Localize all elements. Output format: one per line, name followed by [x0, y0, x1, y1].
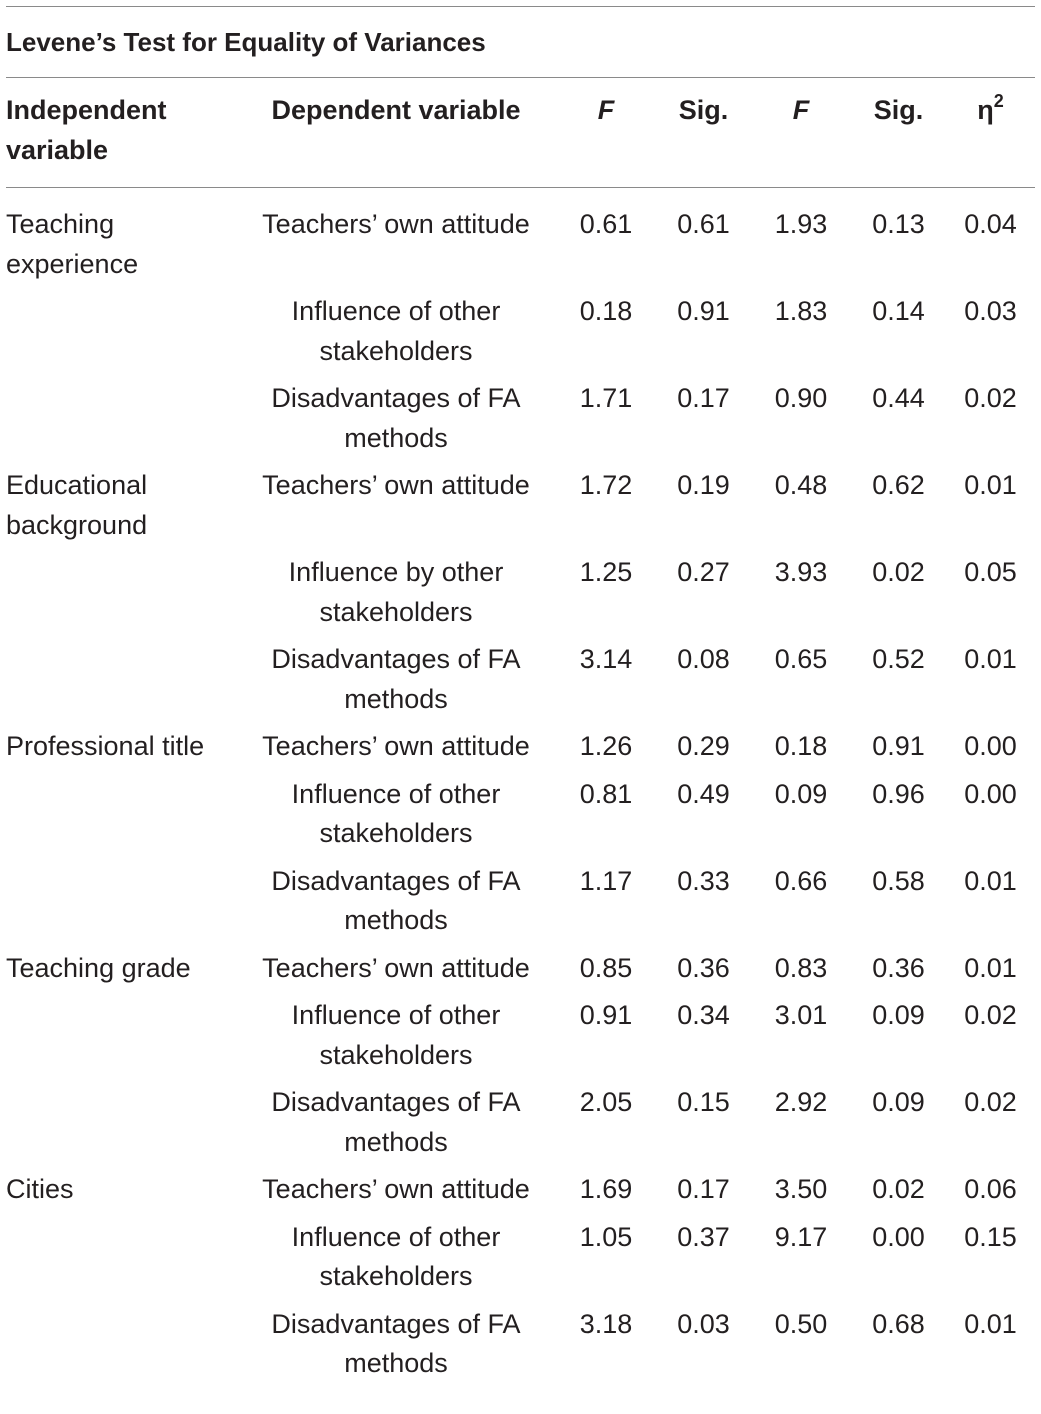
sig-anova-cell: 0.44: [872, 383, 925, 413]
independent-variable-cell: [6, 862, 236, 949]
f-levene-cell: 3.18: [579, 1308, 633, 1339]
table-row: [6, 553, 1035, 640]
f-levene-cell: 1.72: [579, 470, 633, 500]
f-anova-cell: 3.01: [774, 1000, 828, 1030]
eta-squared-cell: 0.06: [964, 1174, 1017, 1204]
f-anova-cell: 1.83: [774, 296, 828, 326]
eta-squared-cell: 0.04: [964, 209, 1017, 239]
eta-squared-cell: 0.15: [964, 1221, 1017, 1252]
independent-variable-cell: Teaching grade: [6, 952, 191, 983]
sig-anova-cell: 0.09: [872, 1087, 925, 1117]
eta-squared-cell: 0.01: [964, 952, 1017, 983]
header-f-anova: F: [792, 95, 810, 125]
eta-superscript: 2: [993, 91, 1004, 111]
f-anova-cell: 1.93: [774, 209, 828, 239]
f-anova-cell: 0.09: [774, 778, 828, 809]
sig-levene-cell: 0.91: [677, 296, 730, 326]
eta-squared-cell: 0.01: [964, 865, 1017, 896]
f-anova-cell: 2.92: [774, 1087, 828, 1117]
sig-anova-cell: 0.36: [872, 952, 925, 983]
dependent-variable-cell: Disadvantages of FA methods: [271, 1087, 521, 1157]
independent-variable-cell: [6, 996, 236, 1083]
eta-symbol: η: [977, 95, 994, 125]
table-row: [6, 727, 1035, 775]
sig-anova-cell: 0.14: [872, 296, 925, 326]
sig-levene-cell: 0.17: [677, 1174, 730, 1204]
table-row: [6, 775, 1035, 862]
dependent-variable-cell: Teachers’ own attitude: [262, 1174, 530, 1204]
dependent-variable-cell: Disadvantages of FA methods: [271, 865, 521, 935]
header-sig-levene: Sig.: [678, 95, 729, 125]
eta-squared-cell: 0.01: [964, 470, 1017, 500]
sig-levene-cell: 0.03: [677, 1308, 730, 1339]
f-levene-cell: 0.18: [579, 296, 633, 326]
sig-anova-cell: 0.52: [872, 644, 925, 674]
f-anova-cell: 0.18: [774, 731, 828, 761]
table-row: [6, 1170, 1035, 1218]
f-anova-cell: 0.83: [774, 952, 828, 983]
dependent-variable-cell: Influence of other stakeholders: [291, 1000, 501, 1070]
eta-squared-cell: 0.03: [964, 296, 1017, 326]
f-anova-cell: 0.90: [774, 383, 828, 413]
dependent-variable-cell: Influence by other stakeholders: [288, 557, 504, 627]
sig-anova-cell: 0.96: [872, 778, 925, 809]
table-row: [6, 1305, 1035, 1392]
header-independent-variable: Independent variable: [6, 95, 167, 165]
sig-anova-cell: 0.91: [872, 731, 925, 761]
independent-variable-cell: Educational background: [6, 470, 148, 540]
f-levene-cell: 1.17: [579, 865, 633, 896]
sig-anova-cell: 0.13: [872, 209, 925, 239]
f-anova-cell: 9.17: [774, 1221, 828, 1252]
independent-variable-cell: [6, 292, 236, 379]
f-anova-cell: 3.50: [774, 1174, 828, 1204]
eta-squared-cell: 0.01: [964, 644, 1017, 674]
sig-levene-cell: 0.33: [677, 865, 730, 896]
eta-squared-cell: 0.05: [964, 557, 1017, 587]
f-levene-cell: 3.14: [579, 644, 633, 674]
sig-anova-cell: 0.62: [872, 470, 925, 500]
table-body: [6, 187, 1035, 1392]
f-levene-cell: 0.91: [579, 1000, 633, 1030]
f-levene-cell: 0.81: [579, 778, 633, 809]
sig-levene-cell: 0.27: [677, 557, 730, 587]
independent-variable-cell: [6, 775, 236, 862]
sig-anova-cell: 0.02: [872, 557, 925, 587]
f-levene-cell: 0.61: [579, 209, 633, 239]
sig-anova-cell: 0.58: [872, 865, 925, 896]
eta-squared-cell: 0.01: [964, 1308, 1017, 1339]
header-sig-anova: Sig.: [873, 95, 924, 125]
dependent-variable-cell: Influence of other stakeholders: [291, 296, 501, 366]
table-row: [6, 292, 1035, 379]
independent-variable-cell: Cities: [6, 1174, 74, 1204]
table-row: [6, 949, 1035, 997]
f-levene-cell: 0.85: [579, 952, 633, 983]
results-table: [6, 90, 1035, 1392]
header-row: [6, 90, 1035, 187]
sig-anova-cell: 0.09: [872, 1000, 925, 1030]
f-anova-cell: 0.65: [774, 644, 828, 674]
sig-levene-cell: 0.15: [677, 1087, 730, 1117]
f-levene-cell: 1.71: [579, 383, 633, 413]
dependent-variable-cell: Teachers’ own attitude: [262, 952, 530, 983]
eta-squared-cell: 0.02: [964, 1087, 1017, 1117]
sig-levene-cell: 0.36: [677, 952, 730, 983]
dependent-variable-cell: Disadvantages of FA methods: [271, 644, 521, 714]
dependent-variable-cell: Disadvantages of FA methods: [271, 1308, 521, 1378]
dependent-variable-cell: Teachers’ own attitude: [262, 209, 530, 239]
f-levene-cell: 1.25: [579, 557, 633, 587]
dependent-variable-cell: Disadvantages of FA methods: [271, 383, 521, 453]
eta-squared-cell: 0.02: [964, 1000, 1017, 1030]
table-row: [6, 1083, 1035, 1170]
table-row: [6, 379, 1035, 466]
sig-levene-cell: 0.08: [677, 644, 730, 674]
table-row: [6, 1218, 1035, 1305]
caption-rule: [6, 77, 1035, 78]
f-anova-cell: 0.48: [774, 470, 828, 500]
header-f-levene: F: [597, 95, 615, 125]
independent-variable-cell: Teaching experience: [6, 209, 139, 279]
table-row: [6, 996, 1035, 1083]
top-rule: [6, 6, 1035, 7]
dependent-variable-cell: Teachers’ own attitude: [262, 731, 530, 761]
table-caption: Levene’s Test for Equality of Variances: [6, 27, 486, 57]
independent-variable-cell: [6, 1305, 236, 1392]
table-row: [6, 187, 1035, 292]
independent-variable-cell: Professional title: [6, 731, 205, 761]
header-eta-squared: [946, 90, 1035, 187]
f-anova-cell: 3.93: [774, 557, 828, 587]
sig-levene-cell: 0.37: [677, 1221, 730, 1252]
f-levene-cell: 2.05: [579, 1087, 633, 1117]
dependent-variable-cell: Influence of other stakeholders: [291, 778, 501, 848]
header-dependent-variable: Dependent variable: [271, 95, 521, 125]
f-levene-cell: 1.05: [579, 1221, 633, 1252]
sig-anova-cell: 0.00: [872, 1221, 925, 1252]
sig-anova-cell: 0.68: [872, 1308, 925, 1339]
independent-variable-cell: [6, 553, 236, 640]
eta-squared-cell: 0.02: [964, 383, 1017, 413]
table-row: [6, 640, 1035, 727]
sig-levene-cell: 0.19: [677, 470, 730, 500]
sig-anova-cell: 0.02: [872, 1174, 925, 1204]
sig-levene-cell: 0.34: [677, 1000, 730, 1030]
f-anova-cell: 0.66: [774, 865, 828, 896]
table-row: [6, 862, 1035, 949]
f-levene-cell: 1.69: [579, 1174, 633, 1204]
f-anova-cell: 0.50: [774, 1308, 828, 1339]
independent-variable-cell: [6, 1218, 236, 1305]
independent-variable-cell: [6, 1083, 236, 1170]
sig-levene-cell: 0.29: [677, 731, 730, 761]
sig-levene-cell: 0.61: [677, 209, 730, 239]
eta-squared-cell: 0.00: [964, 778, 1017, 809]
eta-squared-cell: 0.00: [964, 731, 1017, 761]
dependent-variable-cell: Teachers’ own attitude: [262, 470, 530, 500]
table-row: [6, 466, 1035, 553]
independent-variable-cell: [6, 379, 236, 466]
sig-levene-cell: 0.17: [677, 383, 730, 413]
dependent-variable-cell: Influence of other stakeholders: [291, 1221, 501, 1291]
sig-levene-cell: 0.49: [677, 778, 730, 809]
independent-variable-cell: [6, 640, 236, 727]
f-levene-cell: 1.26: [579, 731, 633, 761]
